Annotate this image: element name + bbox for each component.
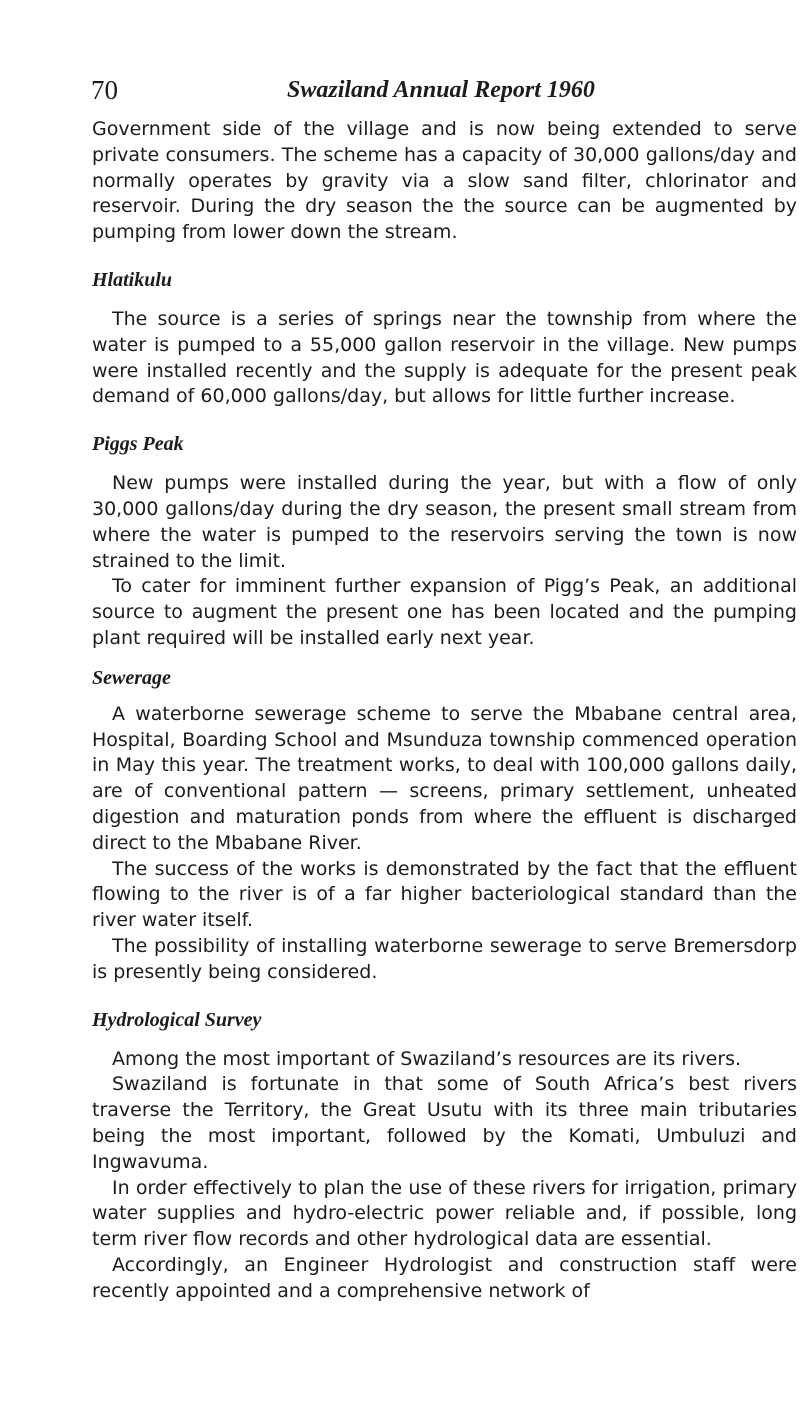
paragraph-sewerage-bremersdorp: The possibility of installing waterborne sewerage to serve Bremersdorp is presently being considered. bbox=[92, 934, 797, 983]
running-title: Swaziland Annual Report 1960 bbox=[287, 77, 595, 103]
paragraph-hydro-resources: Among the most important of Swaziland’s resources are its rivers. bbox=[112, 1047, 742, 1070]
paragraph-piggs-peak-expansion: To cater for imminent further expansion of Pigg’s Peak, an additional source to augment the present one has been located and the pumping plant required will be installed early next year. bbox=[92, 575, 797, 649]
paragraph-hydro-rivers: Swaziland is fortunate in that some of South Africa’s best rivers traverse the Territory, the Great Usutu with its three main tributaries being the most important, followed by the Komati, Umbuluzi and Ingwavuma. bbox=[92, 1073, 797, 1173]
paragraph-hydro-staff: Accordingly, an Engineer Hydrologist and construction staff were recently appointed and a comprehensive network of bbox=[92, 1253, 797, 1302]
page-header bbox=[91, 74, 711, 106]
section-heading-sewerage: Sewerage bbox=[92, 666, 171, 689]
paragraph-water-scheme: Government side of the village and is now being extended to serve private consumers. The scheme has a capacity of 30,000 gallons/day and normally operates by gravity via a slow sand filter, chlorinator and reservoir. During the dry season the the source can be augmented by pumping from lower down the stream. bbox=[92, 118, 797, 244]
report-body bbox=[92, 117, 797, 1304]
section-heading-hlatikulu: Hlatikulu bbox=[92, 268, 173, 291]
section-heading-piggs-peak: Piggs Peak bbox=[92, 433, 184, 456]
page-number: 70 bbox=[91, 75, 118, 105]
paragraph-hlatikulu: The source is a series of springs near the township from where the water is pumped to a 55,000 gallon reservoir in the village. New pumps were installed recently and the supply is adequate for the present peak demand of 60,000 gallons/day, but allows for little further increase. bbox=[92, 307, 797, 408]
section-heading-hydrological-survey: Hydrological Survey bbox=[92, 1008, 262, 1031]
paragraph-piggs-peak-pumps: New pumps were installed during the year, but with a flow of only 30,000 gallons/day during the dry season, the present small stream from where the water is pumped to the reservoirs serving the town is now strained to the limit. bbox=[92, 472, 797, 572]
paragraph-sewerage-scheme: A waterborne sewerage scheme to serve the Mbabane central area, Hospital, Boarding School and Msunduza township commenced operation in May this year. The treatment works, to deal with 100,000 gallons daily, are of conventional pattern — screens, primary settlement, unheated digestion and maturation ponds from where the effluent is discharged direct to the Mbabane River. bbox=[92, 702, 797, 854]
paragraph-hydro-planning: In order effectively to plan the use of these rivers for irrigation, primary water supplies and hydro-electric power reliable and, if possible, long term river flow records and other hydrological data are essential. bbox=[92, 1176, 797, 1251]
paragraph-sewerage-success: The success of the works is demonstrated by the fact that the effluent flowing to the river is of a far higher bacteriological standard than the river water itself. bbox=[92, 857, 797, 932]
